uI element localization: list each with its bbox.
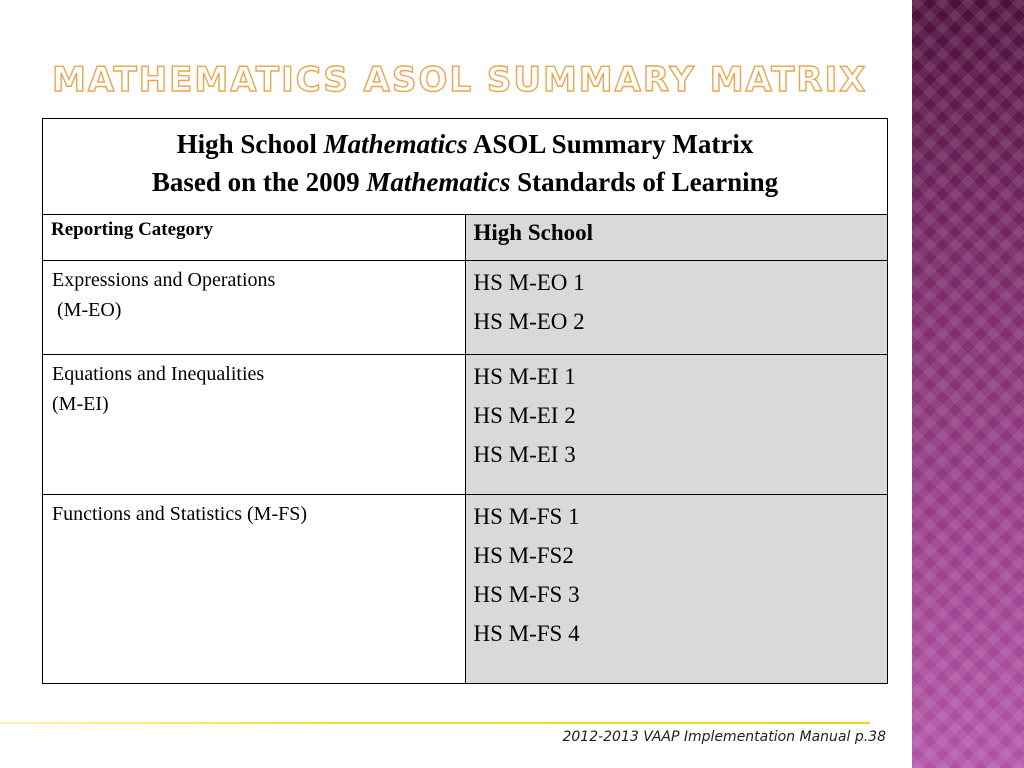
column-header-category: Reporting Category (43, 215, 466, 261)
matrix-heading-line1: High School Mathematics ASOL Summary Matrix (176, 129, 754, 159)
standards-cell (465, 261, 888, 355)
standard-item: HS M-EO 2 (473, 309, 585, 334)
standard-item: HS M-EI 3 (473, 442, 576, 467)
asol-summary-matrix (42, 118, 888, 684)
standard-item: HS M-FS2 (473, 543, 574, 568)
footer-citation: 2012-2013 VAAP Implementation Manual p.38 (562, 729, 886, 745)
footer-rule (0, 722, 870, 724)
decorative-side-band (912, 0, 1024, 768)
standard-item: HS M-EI 2 (473, 403, 576, 428)
slide-title: MATHEMATICS ASOL SUMMARY MATRIX (52, 60, 868, 100)
standards-cell (465, 355, 888, 495)
column-header-row (43, 215, 888, 261)
matrix-heading-row (43, 119, 888, 215)
category-cell: Equations and Inequalities (M-EI) (43, 355, 466, 495)
category-cell: Functions and Statistics (M-FS) (43, 495, 466, 684)
column-header-level: High School (465, 215, 888, 261)
table-row (43, 495, 888, 684)
standard-item: HS M-EI 1 (473, 364, 576, 389)
standard-item: HS M-FS 3 (473, 582, 580, 607)
matrix-heading (43, 119, 888, 215)
table-row (43, 355, 888, 495)
standard-item: HS M-FS 4 (473, 621, 580, 646)
standard-item: HS M-EO 1 (473, 270, 585, 295)
category-cell: Expressions and Operations (M-EO) (43, 261, 466, 355)
table-row (43, 261, 888, 355)
standard-item: HS M-FS 1 (473, 504, 580, 529)
matrix-heading-line2: Based on the 2009 Mathematics Standards of Learning (151, 167, 779, 197)
standards-cell (465, 495, 888, 684)
